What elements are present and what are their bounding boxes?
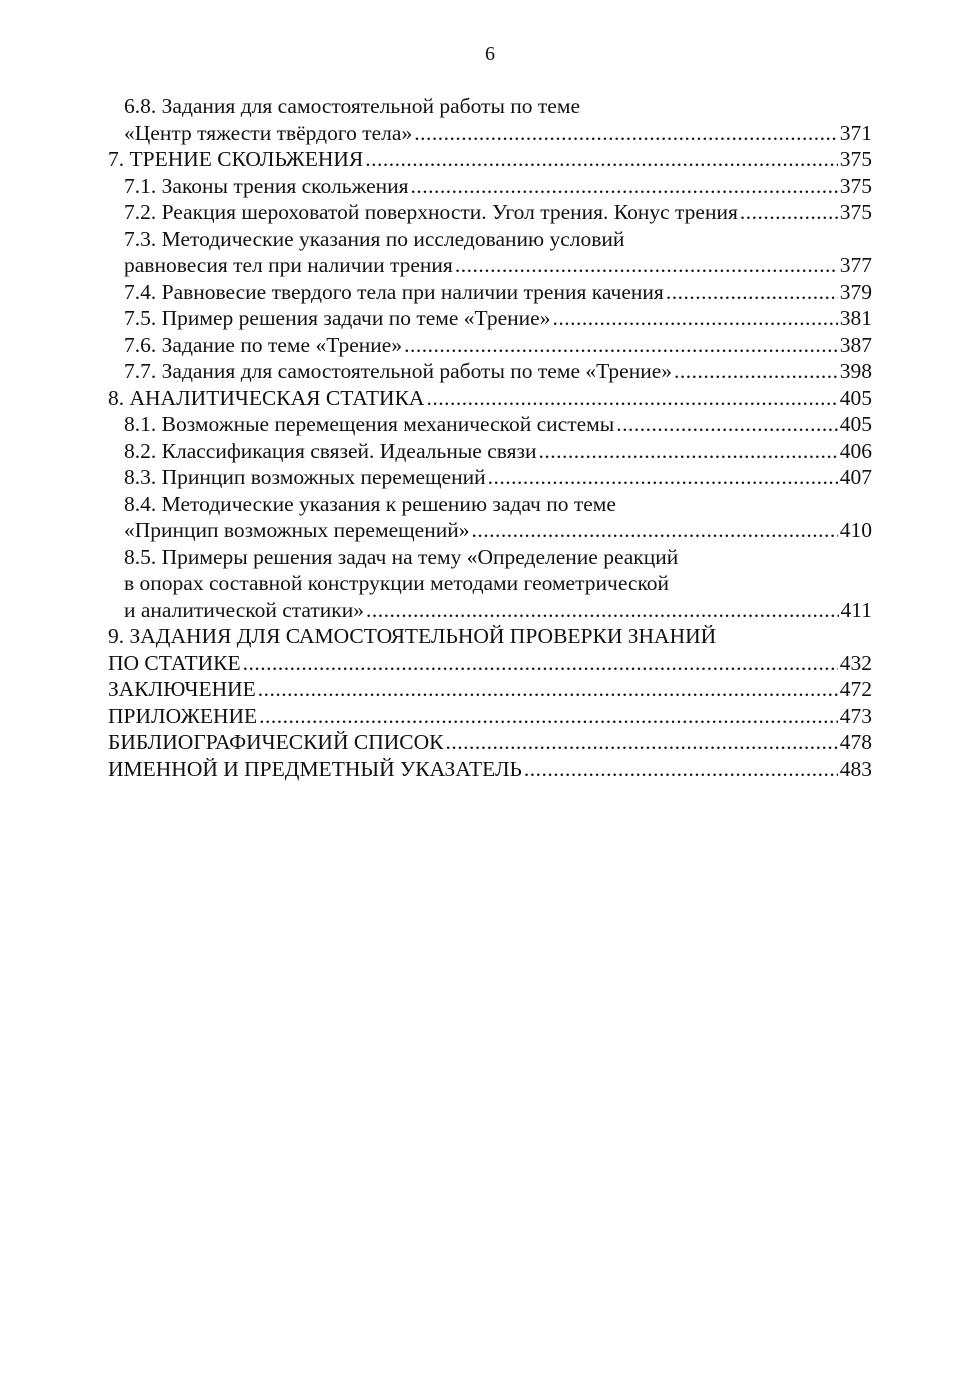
toc-entry-page-number: 375 [839, 200, 872, 224]
toc-entry-page-number: 410 [839, 518, 872, 542]
toc-entry-title: «Принцип возможных перемещений» [124, 518, 470, 542]
toc-entry-title-line: 8.5. Примеры решения задач на тему «Определение реакций [124, 544, 679, 569]
toc-entry-title: 8.2. Классификация связей. Идеальные связи [124, 438, 537, 463]
toc-subsection-entry[interactable] [108, 226, 872, 279]
toc-entry-page-number: 405 [839, 412, 872, 436]
table-of-contents [108, 93, 872, 782]
toc-entry-leader-line [124, 173, 872, 200]
toc-chapter-entry[interactable] [108, 146, 872, 173]
toc-entry-leader-line [124, 305, 872, 332]
toc-subsection-entry[interactable] [108, 93, 872, 146]
toc-entry-title: 7.6. Задание по теме «Трение» [124, 332, 403, 357]
toc-entry-page-number: 381 [839, 306, 872, 330]
toc-entry-title: 8. АНАЛИТИЧЕСКАЯ СТАТИКА [108, 385, 425, 410]
toc-entry-leader-line [108, 385, 872, 412]
toc-entry-title: 8.3. Принцип возможных перемещений [124, 465, 486, 489]
toc-entry-title: 7.4. Равновесие твердого тела при наличии трения качения [124, 279, 664, 304]
toc-chapter-entry[interactable] [108, 623, 872, 676]
toc-entry-title: ИМЕННОЙ И ПРЕДМЕТНЫЙ УКАЗАТЕЛЬ [108, 756, 522, 781]
dot-leader [404, 332, 838, 359]
toc-entry-leader-line [124, 517, 872, 544]
dot-leader [471, 517, 837, 544]
toc-entry-title: БИБЛИОГРАФИЧЕСКИЙ СПИСОК [108, 730, 444, 754]
toc-subsection-entry[interactable] [108, 464, 872, 491]
toc-entry-page-number: 407 [839, 465, 872, 489]
toc-entry-title: 7.2. Реакция шероховатой поверхности. Угол трения. Конус трения [124, 200, 738, 224]
toc-entry-page-number: 379 [839, 279, 872, 304]
toc-entry-title: 7.1. Законы трения скольжения [124, 173, 409, 198]
toc-entry-page-number: 375 [839, 173, 872, 198]
dot-leader [616, 411, 838, 438]
toc-entry-title: и аналитической статики» [124, 597, 365, 622]
toc-subsection-entry[interactable] [108, 491, 872, 544]
toc-entry-page-number: 432 [839, 650, 872, 675]
toc-subsection-entry[interactable] [108, 199, 872, 226]
dot-leader [552, 305, 837, 332]
toc-entry-title: 7. ТРЕНИЕ СКОЛЬЖЕНИЯ [108, 147, 364, 171]
dot-leader [539, 438, 838, 465]
toc-entry-title: 7.5. Пример решения задачи по теме «Трение» [124, 306, 551, 330]
toc-entry-page-number: 377 [839, 253, 872, 277]
toc-subsection-entry[interactable] [108, 173, 872, 200]
toc-entry-leader-line [124, 411, 872, 438]
toc-chapter-entry[interactable] [108, 756, 872, 783]
toc-entry-leader-line [124, 464, 872, 491]
toc-subsection-entry[interactable] [108, 279, 872, 306]
dot-leader [366, 597, 839, 624]
toc-entry-title: ПО СТАТИКЕ [108, 650, 241, 675]
toc-entry-leader-line [124, 199, 872, 226]
dot-leader [524, 756, 838, 783]
toc-entry-title-line: 6.8. Задания для самостоятельной работы по теме [124, 94, 580, 118]
toc-entry-page-number: 375 [839, 147, 872, 171]
dot-leader [445, 729, 837, 756]
toc-chapter-entry[interactable] [108, 385, 872, 412]
toc-entry-title-line: в опорах составной конструкции методами геометрической [124, 571, 670, 595]
toc-entry-title-line: 8.4. Методические указания к решению задач по теме [124, 491, 616, 516]
toc-entry-title: ПРИЛОЖЕНИЕ [108, 703, 258, 728]
toc-entry-title-line: 7.3. Методические указания по исследованию условий [124, 226, 625, 251]
toc-entry-leader-line [124, 438, 872, 465]
dot-leader [666, 279, 838, 306]
toc-chapter-entry[interactable] [108, 729, 872, 756]
toc-subsection-entry[interactable] [108, 305, 872, 332]
dot-leader [674, 358, 838, 385]
toc-entry-page-number: 478 [839, 730, 872, 754]
toc-entry-leader-line [124, 358, 872, 385]
dot-leader [243, 650, 838, 677]
toc-entry-title-line: 9. ЗАДАНИЯ ДЛЯ САМОСТОЯТЕЛЬНОЙ ПРОВЕРКИ ЗНАНИЙ [108, 624, 717, 648]
toc-entry-title: «Центр тяжести твёрдого тела» [124, 120, 413, 145]
dot-leader [740, 199, 838, 226]
dot-leader [455, 252, 838, 279]
toc-entry-leader-line [108, 729, 872, 756]
toc-entry-leader-line [108, 146, 872, 173]
toc-entry-page-number: 473 [839, 703, 872, 728]
toc-entry-page-number: 405 [839, 385, 872, 410]
toc-entry-title: равновесия тел при наличии трения [124, 253, 453, 277]
toc-entry-page-number: 387 [839, 332, 872, 357]
dot-leader [488, 464, 838, 491]
toc-entry-page-number: 398 [839, 359, 872, 383]
dot-leader [411, 173, 838, 200]
dot-leader [258, 676, 838, 703]
toc-entry-page-number: 406 [839, 438, 872, 463]
toc-entry-leader-line [108, 650, 872, 677]
toc-subsection-entry[interactable] [108, 438, 872, 465]
page-number: 6 [485, 43, 495, 65]
toc-entry-title: 7.7. Задания для самостоятельной работы по теме «Трение» [124, 359, 673, 383]
toc-entry-leader-line [108, 676, 872, 703]
toc-entry-leader-line [124, 252, 872, 279]
toc-subsection-entry[interactable] [108, 544, 872, 624]
toc-chapter-entry[interactable] [108, 676, 872, 703]
dot-leader [259, 703, 838, 730]
dot-leader [426, 385, 837, 412]
toc-chapter-entry[interactable] [108, 703, 872, 730]
toc-entry-leader-line [124, 597, 872, 624]
toc-entry-leader-line [108, 756, 872, 783]
toc-entry-leader-line [124, 332, 872, 359]
dot-leader [414, 120, 838, 147]
toc-entry-page-number: 483 [839, 756, 872, 781]
toc-subsection-entry[interactable] [108, 332, 872, 359]
toc-entry-title: ЗАКЛЮЧЕНИЕ [108, 677, 256, 701]
toc-entry-leader-line [124, 120, 872, 147]
toc-subsection-entry[interactable] [108, 358, 872, 385]
toc-entry-page-number: 371 [839, 120, 872, 145]
toc-entry-page-number: 411 [840, 597, 872, 622]
toc-subsection-entry[interactable] [108, 411, 872, 438]
toc-entry-title: 8.1. Возможные перемещения механической системы [124, 412, 615, 436]
toc-entry-leader-line [108, 703, 872, 730]
toc-entry-page-number: 472 [839, 677, 872, 701]
dot-leader [365, 146, 838, 173]
toc-entry-leader-line [124, 279, 872, 306]
